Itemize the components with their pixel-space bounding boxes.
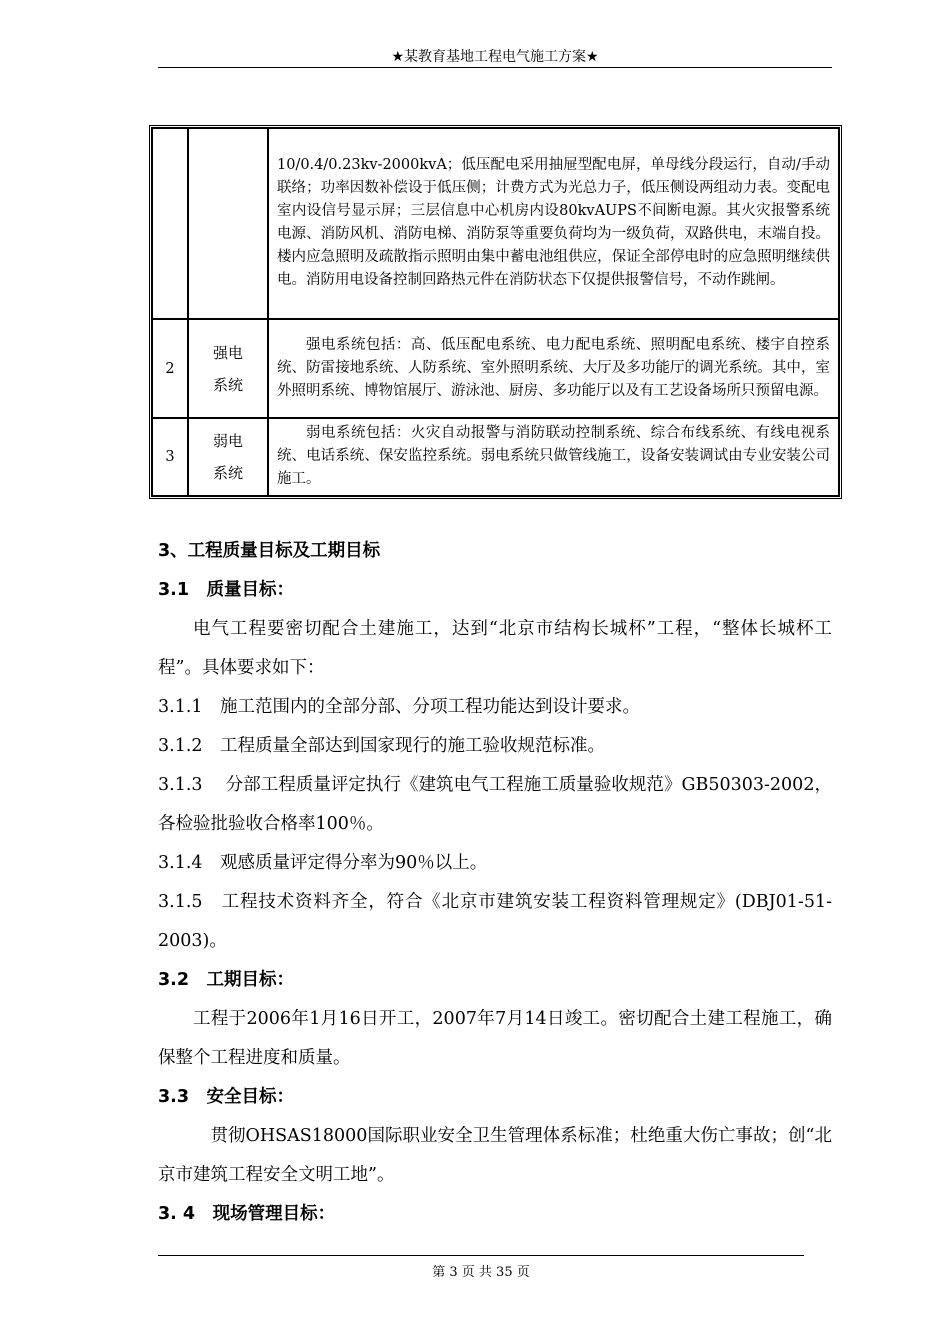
subsection-heading: 3. 4 现场管理目标： bbox=[158, 1204, 336, 1224]
table-row bbox=[152, 128, 839, 319]
row-description-cell: 10/0.4/0.23kv-2000kvA；低压配电采用抽屉型配电屏，单母线分段运行，自动/手动联络；功率因数补偿设于低压侧；计费方式为光总力子，低压侧设两组动力表。变配电室内设信号显示屏；三层信息中心机房内设80kvAUPS不间断电源。其火灾报警系统电源、消防风机、消防电梯、消防泵等重要负荷均为一级负荷，双路供电，末端自投。楼内应急照明及疏散指示照明由集中蓄电池组供应，保证全部停电时的应急照明继续供电。消防用电设备控制回路热元件在消防状态下仅提供报警信号，不动作跳闸。 bbox=[268, 128, 839, 319]
footer-divider bbox=[158, 1255, 804, 1256]
row-name-cell bbox=[188, 128, 268, 319]
row-name-line: 系统 bbox=[212, 375, 243, 394]
list-item: 3.1.1 施工范围内的全部分部、分项工程功能达到设计要求。 bbox=[158, 697, 641, 717]
row-name-cell bbox=[188, 418, 268, 496]
list-item: 3.1.4 观感质量评定得分率为90％以上。 bbox=[158, 853, 488, 873]
list-item: 3.1.5 工程技术资料齐全，符合《北京市建筑安装工程资料管理规定》(DBJ01-51-2003)。 bbox=[158, 892, 832, 951]
row-number-cell bbox=[152, 128, 188, 319]
list-item: 3.1.2 工程质量全部达到国家现行的施工验收规范标准。 bbox=[158, 736, 606, 756]
row-number-cell: 3 bbox=[152, 418, 188, 496]
row-description-cell: 弱电系统包括：火灾自动报警与消防联动控制系统、综合布线系统、有线电视系统、电话系统、保安监控系统。弱电系统只做管线施工，设备安装调试由专业安装公司施工。 bbox=[268, 418, 839, 496]
system-description-table bbox=[149, 125, 842, 499]
subsection-heading: 3.3 安全目标： bbox=[158, 1087, 295, 1107]
subsection-heading: 3.2 工期目标： bbox=[158, 970, 295, 990]
subsection-heading: 3.1 质量目标： bbox=[158, 580, 295, 600]
row-name-line: 系统 bbox=[212, 464, 243, 482]
paragraph: 电气工程要密切配合土建施工，达到“北京市结构长城杯”工程，“整体长城杯工程”。具体要求如下： bbox=[158, 619, 832, 678]
paragraph: 贯彻OHSAS18000国际职业安全卫生管理体系标准；杜绝重大伤亡事故；创“北京市建筑工程安全文明工地”。 bbox=[158, 1126, 832, 1185]
page-number: 第 3 页 共 35 页 bbox=[432, 1265, 530, 1280]
row-number-cell: 2 bbox=[152, 319, 188, 418]
table-row bbox=[152, 418, 839, 496]
page-header-title: ★某教育基地工程电气施工方案★ bbox=[391, 49, 599, 65]
header-divider bbox=[158, 67, 832, 68]
row-name-cell bbox=[188, 319, 268, 418]
row-description-cell: 强电系统包括：高、低压配电系统、电力配电系统、照明配电系统、楼宇自控系统、防雷接地系统、人防系统、室外照明系统、大厅及多功能厅的调光系统。其中，室外照明系统、博物馆展厅、游泳池、厨房、多功能厅以及有工艺设备场所只预留电源。 bbox=[268, 319, 839, 418]
row-name-line: 强电 bbox=[212, 343, 243, 362]
table-row bbox=[152, 319, 839, 418]
row-name-line: 弱电 bbox=[212, 432, 243, 450]
document-body bbox=[158, 532, 832, 1234]
list-item: 3.1.3 分部工程质量评定执行《建筑电气工程施工质量验收规范》GB50303-2002，各检验批验收合格率100％。 bbox=[158, 775, 832, 834]
section-heading: 3、工程质量目标及工期目标 bbox=[158, 541, 381, 561]
paragraph: 工程于2006年1月16日开工，2007年7月14日竣工。密切配合土建工程施工，确保整个工程进度和质量。 bbox=[158, 1009, 832, 1068]
